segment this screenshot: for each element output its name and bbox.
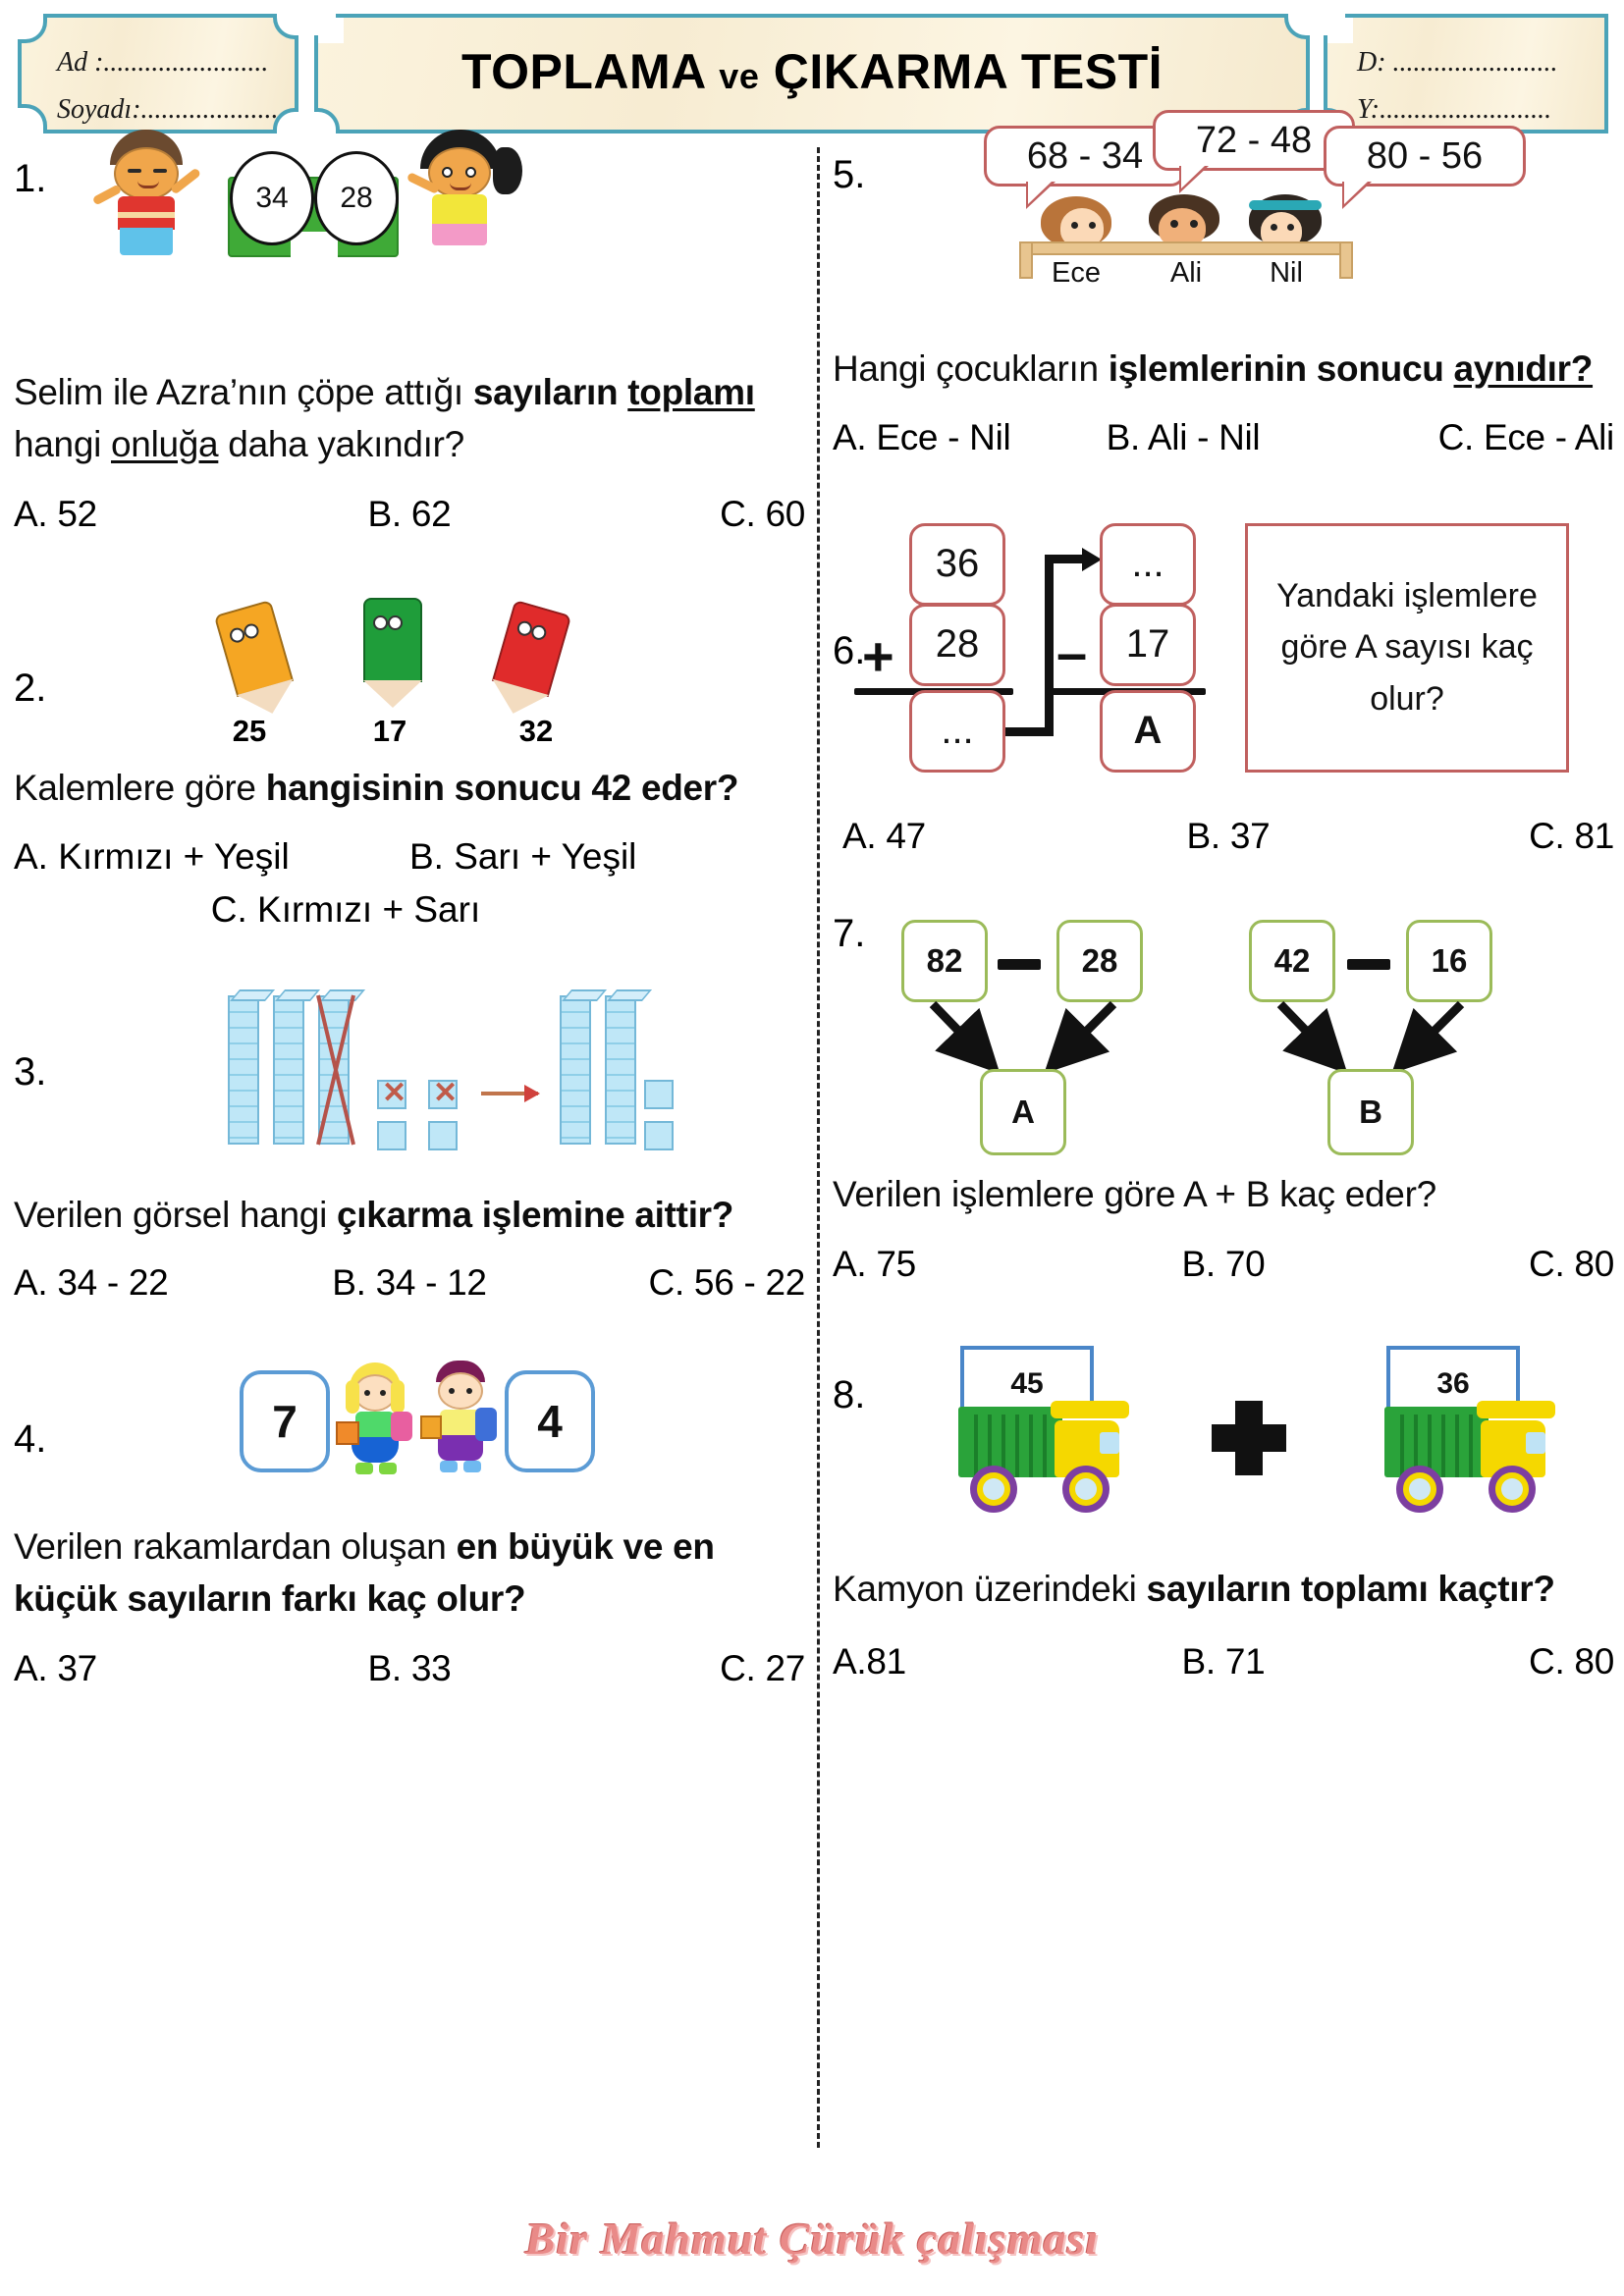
- q8-text-b: sayıların toplamı kaçtır?: [1146, 1569, 1555, 1610]
- base-ten-cube: [377, 1121, 406, 1150]
- number-ball-right: [314, 151, 399, 245]
- child-name-ali: Ali: [1169, 257, 1203, 289]
- question-1: [14, 147, 805, 253]
- q1-text-a: Selim ile Azra’nın çöpe attığı: [14, 372, 473, 412]
- q3-text-a: Verilen görsel hangi: [14, 1194, 337, 1235]
- q4-option-c[interactable]: C. 27: [720, 1648, 806, 1689]
- plus-operator: +: [862, 624, 894, 687]
- question-2-illustration: [218, 590, 630, 749]
- cross-out-mark-rod: [314, 989, 357, 1150]
- number-ball-right-value: 28: [340, 182, 373, 214]
- truck-left-number: 45: [1010, 1367, 1044, 1401]
- digit-box-left: [240, 1370, 330, 1472]
- minus-icon: [998, 959, 1041, 970]
- subtrahend-box: [1100, 604, 1196, 686]
- question-6-number: 6.: [833, 628, 866, 672]
- pencil-green: [363, 598, 422, 708]
- right-question-column: [833, 119, 1614, 1682]
- page-title: [318, 43, 1306, 100]
- q2-option-a[interactable]: A. Kırmızı + Yeşil: [14, 835, 290, 877]
- q7-operand-42: [1249, 920, 1335, 1002]
- question-3-options: [14, 1262, 805, 1304]
- name-field-label[interactable]: Ad :........................: [57, 47, 269, 78]
- base-ten-rod-result: [560, 995, 591, 1145]
- score-banner: [1324, 14, 1608, 133]
- question-3-number: 3.: [14, 1049, 47, 1094]
- q6-option-a[interactable]: A. 47: [842, 815, 926, 856]
- question-8-text: [833, 1564, 1614, 1616]
- question-1-number: 1.: [14, 157, 47, 200]
- addition-result-value: ...: [941, 709, 974, 753]
- question-5-illustration: [833, 119, 1614, 289]
- question-5-text: [833, 344, 1614, 396]
- question-2-options: [14, 836, 805, 931]
- minuend-top-box: [1100, 523, 1196, 606]
- truck-right: [1379, 1401, 1555, 1517]
- question-4-options: [14, 1648, 805, 1689]
- minus-operator: –: [1056, 620, 1088, 683]
- fence-post: [1019, 241, 1033, 279]
- wheel-icon: [970, 1466, 1017, 1513]
- question-5: [833, 119, 1614, 294]
- q5-option-c[interactable]: C. Ece - Ali: [1437, 416, 1614, 457]
- q1-text-d: hangi: [14, 423, 112, 464]
- student-name-banner: [18, 14, 298, 133]
- subtrahend-value: 17: [1125, 622, 1170, 667]
- q3-text-b: çıkarma işlemine aittir?: [336, 1194, 734, 1235]
- question-3-text: [14, 1190, 805, 1242]
- q7-result-a: [980, 1069, 1066, 1155]
- wheel-icon: [1489, 1466, 1536, 1513]
- worksheet-header: [0, 0, 1624, 145]
- question-5-options: [833, 417, 1614, 458]
- column-divider: [817, 147, 820, 2148]
- cross-out-mark-cube: ✕: [433, 1076, 459, 1109]
- question-6-options: [833, 816, 1614, 857]
- q2-option-b[interactable]: B. Sarı + Yeşil: [409, 835, 637, 877]
- q7-text-a: Verilen işlemlere göre A + B kaç eder?: [833, 1173, 1436, 1214]
- wheel-icon: [1396, 1466, 1443, 1513]
- q7-result-a-value: A: [1011, 1093, 1035, 1130]
- q7-operand-82-value: 82: [926, 941, 963, 979]
- q1-text-e: onluğa: [111, 423, 219, 464]
- footer-credit: Bir Mahmut Çürük çalışması: [524, 2214, 1100, 2264]
- girl-student-figure: [334, 1361, 418, 1486]
- question-4-number: 4.: [14, 1417, 47, 1462]
- q1-text-b: sayıların: [472, 372, 628, 412]
- cross-out-mark-cube: ✕: [382, 1076, 407, 1109]
- boy-figure: [92, 130, 210, 257]
- q5-option-a[interactable]: A. Ece - Nil: [833, 416, 1011, 457]
- girl-figure: [403, 128, 530, 257]
- minuend-top-value: ...: [1131, 542, 1164, 586]
- child-name-nil: Nil: [1270, 257, 1303, 289]
- q8-option-c[interactable]: C. 80: [1529, 1640, 1614, 1682]
- question-1-options: [14, 494, 805, 535]
- q7-arrows-group-b: [1249, 1000, 1494, 1075]
- q2-text-a: Kalemlere göre: [14, 768, 266, 809]
- base-ten-rod-result: [605, 995, 636, 1145]
- base-ten-cube: [428, 1121, 458, 1150]
- arrow-right-icon: [481, 1092, 538, 1095]
- q4-option-b[interactable]: B. 33: [367, 1648, 452, 1689]
- q7-operand-82: [901, 920, 988, 1002]
- correct-field-label[interactable]: D: ........................: [1357, 47, 1558, 78]
- question-6-info-text: Yandaki işlemlere göre A sayısı kaç olur?: [1276, 576, 1538, 718]
- q6-option-c[interactable]: C. 81: [1529, 815, 1614, 856]
- question-7-text: [833, 1169, 1614, 1221]
- title-join: ve: [719, 56, 760, 96]
- q5-text-a: Hangi çocukların: [833, 348, 1109, 389]
- q4-text-a: Verilen rakamlardan oluşan: [14, 1526, 457, 1568]
- q1-option-c[interactable]: C. 60: [720, 494, 806, 535]
- q7-operand-28: [1056, 920, 1143, 1002]
- addend-bottom-value: 28: [935, 622, 980, 667]
- q8-text-a: Kamyon üzerindeki: [833, 1569, 1147, 1610]
- pencil-yellow: [214, 600, 301, 721]
- number-ball-left: [230, 151, 314, 245]
- question-2: [14, 590, 805, 747]
- number-ball-left-value: 34: [255, 182, 289, 214]
- addend-bottom-box: [909, 604, 1005, 686]
- q3-option-c[interactable]: C. 56 - 22: [648, 1262, 806, 1304]
- q7-result-b: [1327, 1069, 1414, 1155]
- title-rest: ÇIKARMA TESTİ: [773, 44, 1164, 99]
- pencil-green-value: 17: [372, 714, 407, 749]
- speech-bubble-nil-text: 80 - 56: [1366, 134, 1484, 177]
- speech-bubble-ece-text: 68 - 34: [1026, 134, 1144, 177]
- q4-option-a[interactable]: A. 37: [14, 1648, 97, 1689]
- base-ten-rod: [273, 995, 304, 1145]
- speech-bubble-ali-text: 72 - 48: [1195, 119, 1313, 161]
- addend-top-value: 36: [935, 542, 980, 586]
- question-7-number: 7.: [833, 911, 866, 955]
- q7-option-a[interactable]: A. 75: [833, 1244, 916, 1285]
- q1-text-f: daha yakındır?: [218, 423, 464, 464]
- question-2-number: 2.: [14, 667, 47, 711]
- left-question-column: [14, 147, 805, 1689]
- q2-option-c[interactable]: C. Kırmızı + Sarı: [210, 888, 481, 930]
- question-6-info-box: [1245, 523, 1569, 773]
- question-4-illustration: [240, 1361, 652, 1488]
- base-ten-cube-result: [644, 1080, 674, 1109]
- digit-box-right-value: 4: [537, 1396, 563, 1448]
- pencil-yellow-value: 25: [232, 714, 267, 749]
- plus-icon: [1212, 1401, 1286, 1475]
- q2-text-b: hangisinin sonucu 42 eder?: [265, 768, 739, 809]
- wrong-field-label[interactable]: Y:.........................: [1357, 94, 1552, 125]
- q3-option-b[interactable]: B. 34 - 12: [332, 1262, 487, 1304]
- q6-option-b[interactable]: B. 37: [1186, 815, 1271, 856]
- digit-box-right: [505, 1370, 595, 1472]
- surname-field-label[interactable]: Soyadı:....................: [57, 94, 279, 125]
- q4-text-b: en büyük ve en küçük sayıların farkı kaç olur?: [14, 1526, 715, 1619]
- question-3-illustration: [228, 986, 689, 1152]
- fence-post: [1339, 241, 1353, 279]
- pencil-red-value: 32: [518, 714, 554, 749]
- boy-student-figure: [418, 1361, 503, 1486]
- question-8: [833, 1340, 1614, 1536]
- base-ten-rod: [228, 995, 259, 1145]
- q8-option-a[interactable]: A.81: [833, 1640, 906, 1682]
- question-8-options: [833, 1641, 1614, 1682]
- base-ten-cube-result: [644, 1121, 674, 1150]
- minus-icon: [1347, 959, 1390, 970]
- q7-operand-16: [1406, 920, 1492, 1002]
- question-6: [833, 523, 1614, 786]
- question-1-text: [14, 367, 805, 470]
- truck-right-number: 36: [1436, 1367, 1470, 1401]
- title-main: TOPLAMA: [460, 44, 705, 99]
- q7-arrows-group-a: [901, 1000, 1147, 1075]
- question-8-illustration: [897, 1340, 1604, 1526]
- question-3: [14, 986, 805, 1162]
- question-1-illustration: [82, 137, 573, 255]
- question-7-options: [833, 1244, 1614, 1285]
- question-5-number: 5.: [833, 153, 866, 196]
- q7-option-b[interactable]: B. 70: [1181, 1244, 1266, 1285]
- digit-box-left-value: 7: [272, 1396, 298, 1448]
- question-2-text: [14, 763, 805, 815]
- question-8-number: 8.: [833, 1373, 866, 1417]
- subtraction-result-box: [1100, 690, 1196, 773]
- q8-option-b[interactable]: B. 71: [1181, 1640, 1266, 1682]
- q5-text-c: aynıdır?: [1453, 348, 1594, 389]
- q1-text-c: toplamı: [627, 372, 755, 412]
- child-name-ece: Ece: [1052, 257, 1101, 289]
- speech-bubble-nil: [1324, 126, 1526, 187]
- question-4-text: [14, 1522, 805, 1625]
- q1-option-a[interactable]: A. 52: [14, 494, 97, 535]
- q7-operand-42-value: 42: [1273, 941, 1311, 979]
- question-4: [14, 1361, 805, 1498]
- q7-operand-16-value: 16: [1431, 941, 1468, 979]
- q7-option-c[interactable]: C. 80: [1529, 1244, 1614, 1285]
- q5-option-b[interactable]: B. Ali - Nil: [1106, 416, 1261, 457]
- wheel-icon: [1062, 1466, 1110, 1513]
- question-7: [833, 912, 1614, 1144]
- fence-rail: [1019, 241, 1353, 255]
- q7-operand-28-value: 28: [1081, 941, 1118, 979]
- q1-option-b[interactable]: B. 62: [367, 494, 452, 535]
- q7-result-b-value: B: [1359, 1093, 1382, 1130]
- q3-option-a[interactable]: A. 34 - 22: [14, 1262, 169, 1304]
- addition-result-box: [909, 690, 1005, 773]
- subtraction-result-value: A: [1133, 709, 1163, 753]
- truck-left: [952, 1401, 1129, 1517]
- pencil-red: [485, 600, 572, 721]
- addend-top-box: [909, 523, 1005, 606]
- q5-text-b: işlemlerinin sonucu: [1108, 348, 1454, 389]
